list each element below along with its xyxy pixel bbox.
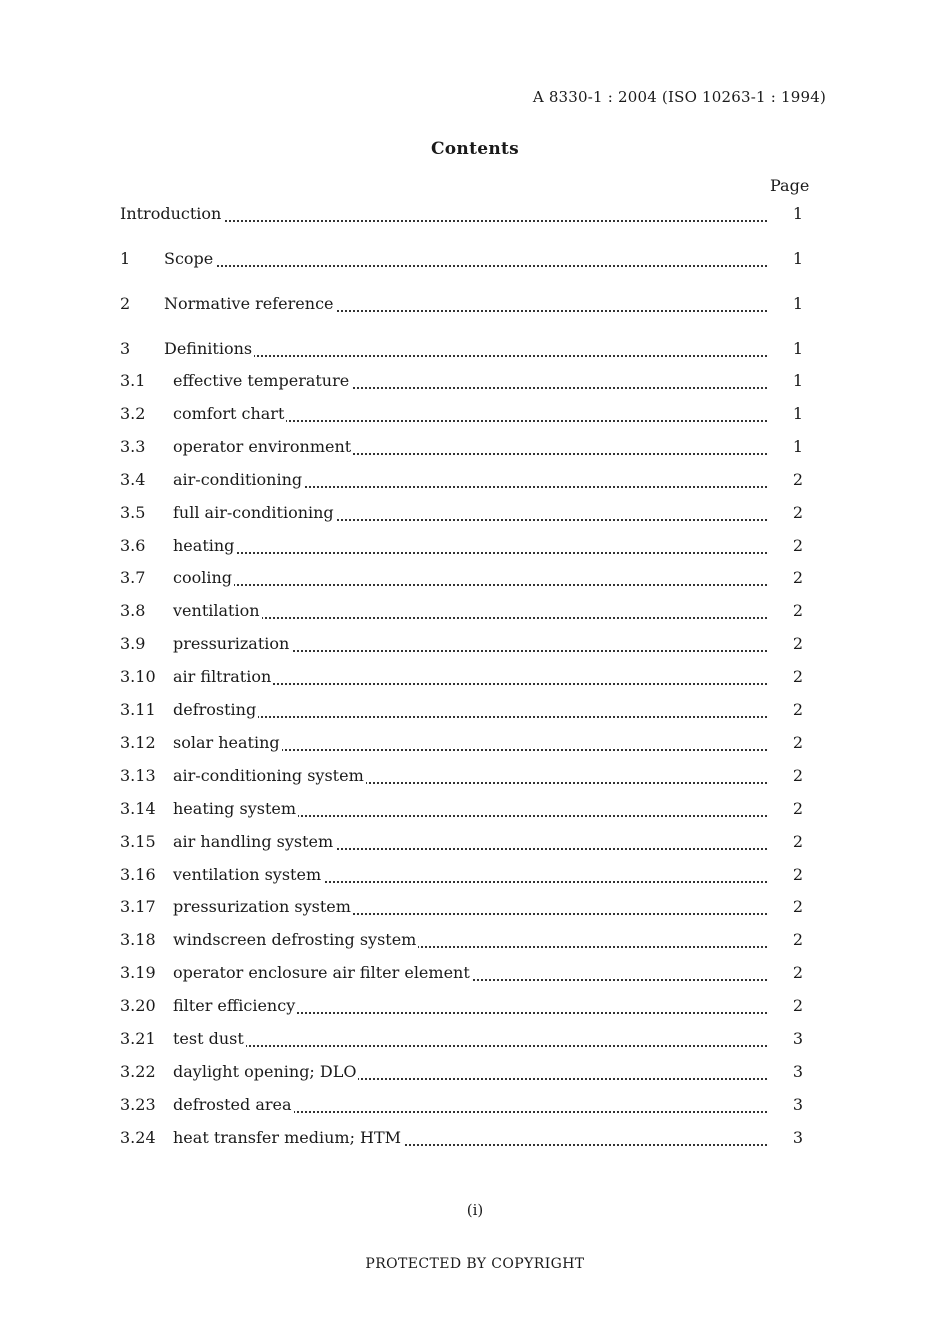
toc-entry-title: air handling system [173, 832, 334, 851]
toc-entry-page: 1 [792, 437, 804, 456]
toc-entry-number: 3.1 [120, 371, 146, 390]
toc-entry-number: 3.6 [120, 536, 146, 555]
toc-entry-page: 2 [792, 634, 804, 653]
dot-leader [164, 265, 767, 267]
toc-entry-title: windscreen defrosting system [173, 930, 417, 949]
toc-entry-page: 1 [792, 294, 804, 313]
toc-entry[interactable] [120, 469, 812, 491]
toc-entry-number: 3.7 [120, 568, 146, 587]
footer-copyright: PROTECTED BY COPYRIGHT [365, 1256, 585, 1272]
toc-entry-number: 3 [120, 339, 131, 358]
toc-entry-title: ventilation system [173, 865, 322, 884]
toc-entry-number: 3.2 [120, 404, 146, 423]
toc-entry[interactable] [120, 338, 812, 360]
page-title: Contents [430, 139, 520, 159]
dot-leader [173, 584, 767, 586]
toc-entry[interactable] [120, 896, 812, 918]
toc-entry-title: Normative reference [164, 294, 334, 313]
toc-entry[interactable] [120, 666, 812, 688]
toc-entry[interactable] [120, 248, 812, 270]
toc-entry-page: 3 [792, 1095, 804, 1114]
toc-entry-title: heat transfer medium; HTM [173, 1128, 402, 1147]
toc-entry-page: 2 [792, 799, 804, 818]
toc-entry-page: 2 [792, 930, 804, 949]
toc-entry-page: 1 [792, 339, 804, 358]
toc-entry[interactable] [120, 962, 812, 984]
toc-entry[interactable] [120, 1127, 812, 1149]
toc-entry[interactable] [120, 699, 812, 721]
toc-entry-title: effective temperature [173, 371, 350, 390]
toc-entry-title: cooling [173, 568, 233, 587]
toc-entry-number: 3.18 [120, 930, 156, 949]
toc-entry-title: solar heating [173, 733, 280, 752]
toc-entry[interactable] [120, 203, 812, 225]
toc-entry-title: air-conditioning system [173, 766, 364, 785]
toc-entry[interactable] [120, 502, 812, 524]
toc-entry-number: 2 [120, 294, 131, 313]
toc-entry-number: 3.23 [120, 1095, 156, 1114]
toc-entry-page: 2 [792, 963, 804, 982]
toc-entry[interactable] [120, 864, 812, 886]
toc-entry-title: filter efficiency [173, 996, 296, 1015]
toc-entry-title: defrosting [173, 700, 257, 719]
toc-entry-title: air-conditioning [173, 470, 303, 489]
toc-entry-number: 3.16 [120, 865, 156, 884]
toc-entry-page: 3 [792, 1029, 804, 1048]
toc-entry-page: 2 [792, 766, 804, 785]
toc-entry-number: 3.19 [120, 963, 156, 982]
toc-entry-title: full air-conditioning [173, 503, 334, 522]
toc-entry-title: Definitions [164, 339, 253, 358]
toc-entry-title: ventilation [173, 601, 260, 620]
toc-entry[interactable] [120, 293, 812, 315]
dot-leader [173, 617, 767, 619]
toc-entry[interactable] [120, 600, 812, 622]
toc-entry-title: heating [173, 536, 235, 555]
toc-entry-number: 3.9 [120, 634, 146, 653]
dot-leader [173, 552, 767, 554]
toc-entry[interactable] [120, 403, 812, 425]
toc-entry[interactable] [120, 831, 812, 853]
toc-entry[interactable] [120, 995, 812, 1017]
toc-entry-title: daylight opening; DLO [173, 1062, 357, 1081]
toc-entry-page: 3 [792, 1128, 804, 1147]
toc-entry-number: 3.3 [120, 437, 146, 456]
toc-entry-title: operator environment [173, 437, 352, 456]
footer-page-number: (i) [466, 1201, 484, 1219]
toc-entry-page: 2 [792, 996, 804, 1015]
toc-entry-number: 3.15 [120, 832, 156, 851]
toc-entry-page: 2 [792, 897, 804, 916]
toc-entry-page: 1 [792, 204, 804, 223]
toc-entry-page: 2 [792, 568, 804, 587]
toc-entry[interactable] [120, 535, 812, 557]
toc-entry-number: 1 [120, 249, 131, 268]
toc-entry-number: 3.21 [120, 1029, 156, 1048]
toc-entry-number: 3.13 [120, 766, 156, 785]
toc-entry-number: 3.14 [120, 799, 156, 818]
dot-leader [173, 716, 767, 718]
toc-entry-number: 3.12 [120, 733, 156, 752]
toc-entry[interactable] [120, 732, 812, 754]
toc-entry-title: operator enclosure air filter element [173, 963, 470, 982]
toc-entry-page: 2 [792, 536, 804, 555]
dot-leader [164, 355, 767, 357]
toc-entry[interactable] [120, 567, 812, 589]
document-reference: A 8330-1 : 2004 (ISO 10263-1 : 1994) [532, 88, 826, 106]
toc-entry-title: comfort chart [173, 404, 285, 423]
toc-entry-page: 2 [792, 601, 804, 620]
toc-entry-number: 3.4 [120, 470, 146, 489]
toc-entry-number: 3.24 [120, 1128, 156, 1147]
toc-entry-title: defrosted area [173, 1095, 292, 1114]
toc-entry[interactable] [120, 1061, 812, 1083]
toc-entry[interactable] [120, 370, 812, 392]
toc-entry-page: 2 [792, 503, 804, 522]
toc-entry[interactable] [120, 633, 812, 655]
toc-entry[interactable] [120, 798, 812, 820]
page-column-header: Page [770, 176, 810, 195]
toc-entry-page: 3 [792, 1062, 804, 1081]
toc-entry-number: 3.8 [120, 601, 146, 620]
toc-entry[interactable] [120, 765, 812, 787]
toc-entry-page: 2 [792, 832, 804, 851]
toc-entry-title: pressurization [173, 634, 290, 653]
toc-entry-page: 1 [792, 371, 804, 390]
toc-entry-page: 1 [792, 404, 804, 423]
dot-leader [173, 1045, 767, 1047]
toc-entry[interactable] [120, 436, 812, 458]
toc-entry-page: 2 [792, 470, 804, 489]
toc-entry-number: 3.20 [120, 996, 156, 1015]
toc-entry-title: test dust [173, 1029, 244, 1048]
toc-entry-number: 3.11 [120, 700, 156, 719]
toc-entry-number: 3.5 [120, 503, 146, 522]
toc-entry-title: heating system [173, 799, 297, 818]
toc-entry-title: Scope [164, 249, 214, 268]
toc-entry-number: 3.10 [120, 667, 156, 686]
toc-entry-page: 1 [792, 249, 804, 268]
toc-entry-page: 2 [792, 700, 804, 719]
toc-entry-number: 3.17 [120, 897, 156, 916]
toc-entry-page: 2 [792, 667, 804, 686]
toc-entry-page: 2 [792, 865, 804, 884]
toc-entry-page: 2 [792, 733, 804, 752]
toc-entry[interactable] [120, 929, 812, 951]
toc-entry[interactable] [120, 1028, 812, 1050]
toc-entry-title: air filtration [173, 667, 272, 686]
toc-entry[interactable] [120, 1094, 812, 1116]
toc-entry-title: Introduction [120, 204, 222, 223]
toc-entry-title: pressurization system [173, 897, 351, 916]
toc-entry-number: 3.22 [120, 1062, 156, 1081]
